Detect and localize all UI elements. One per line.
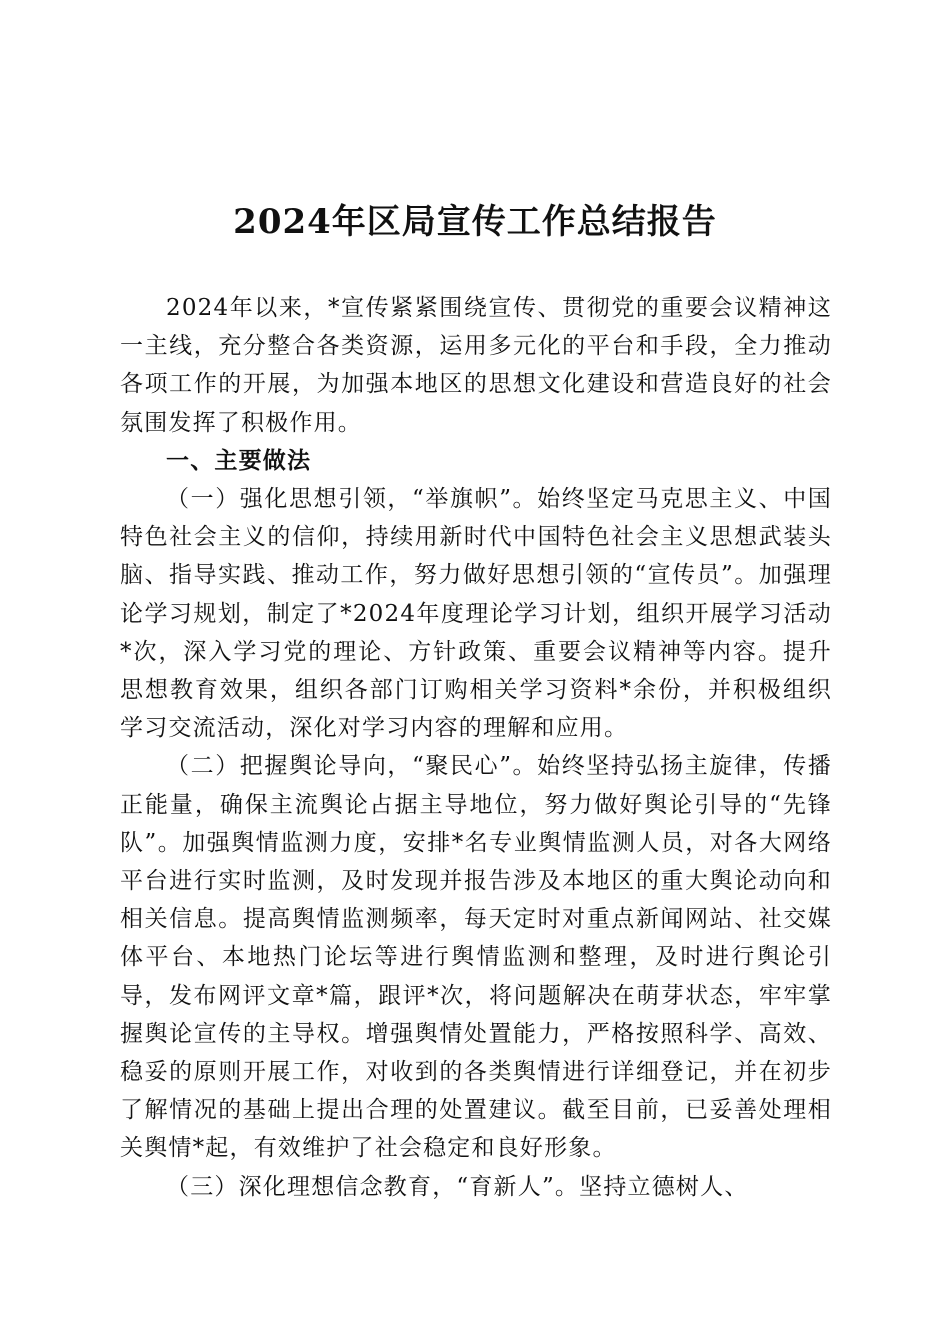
paragraph-ideals-education: （三）深化理想信念教育，“育新人”。坚持立德树人、 <box>166 1173 749 1200</box>
intro-paragraph: 2024年以来，*宣传紧紧围绕宣传、贯彻党的重要会议精神这一主线，充分整合各类资源，运用多元化的平台和手段，全力推动各项工作的开展，为加强本地区的思想文化建设和营造良好的社会氛围发挥了积极作用。 <box>120 295 832 436</box>
document-body <box>120 289 832 1206</box>
document-title: 2024年区局宣传工作总结报告 <box>233 202 717 242</box>
section-heading-main-practices: 一、主要做法 <box>166 446 312 474</box>
paragraph-public-opinion: （二）把握舆论导向，“聚民心”。始终坚持弘扬主旋律，传播正能量，确保主流舆论占据主导地位，努力做好舆论引导的“先锋队”。加强舆情监测力度，安排*名专业舆情监测人员，对各大网络平台进行实时监测，及时发现并报告涉及本地区的重大舆论动向和相关信息。提高舆情监测频率，每天定时对重点新闻网站、社交媒体平台、本地热门论坛等进行舆情监测和整理，及时进行舆论引导，发布网评文章*篇，跟评*次，将问题解决在萌芽状态，牢牢掌握舆论宣传的主导权。增强舆情处置能力，严格按照科学、高效、稳妥的原则开展工作，对收到的各类舆情进行详细登记，并在初步了解情况的基础上提出合理的处置建议。截至目前，已妥善处理相关舆情*起，有效维护了社会稳定和良好形象。 <box>120 753 832 1162</box>
paragraph-thought-guidance: （一）强化思想引领，“举旗帜”。始终坚定马克思主义、中国特色社会主义的信仰，持续用新时代中国特色社会主义思想武装头脑、指导实践、推动工作，努力做好思想引领的“宣传员”。加强理论学习规划，制定了*2024年度理论学习计划，组织开展学习活动*次，深入学习党的理论、方针政策、重要会议精神等内容。提升思想教育效果，组织各部门订购相关学习资料*余份，并积极组织学习交流活动，深化对学习内容的理解和应用。 <box>120 486 832 742</box>
